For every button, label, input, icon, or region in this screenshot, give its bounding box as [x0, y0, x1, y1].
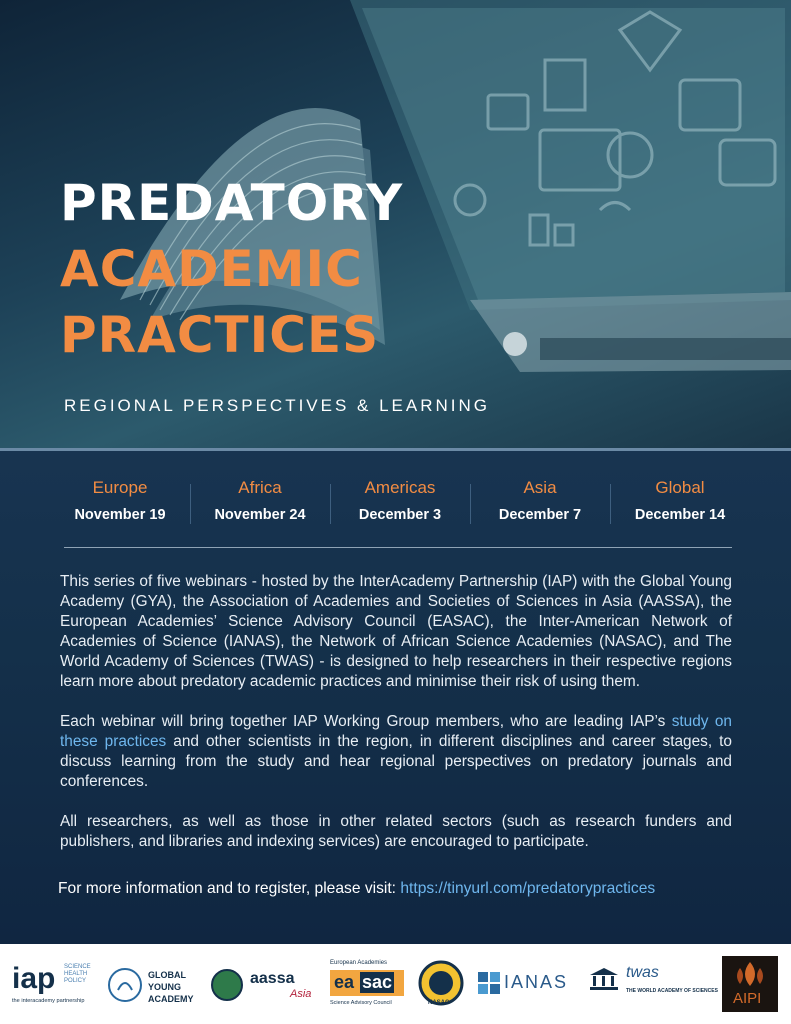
horizontal-rule	[64, 547, 732, 548]
hero-banner	[0, 0, 791, 448]
iap-logo	[12, 958, 102, 1010]
text: Each webinar will bring together IAP Working Group members, who are leading IAP’s	[60, 713, 672, 730]
gya-line: YOUNG	[148, 982, 182, 992]
date-label: December 14	[634, 507, 726, 523]
easac-mark: ea	[334, 972, 355, 992]
title-line-3: PRACTICES	[60, 306, 380, 364]
iap-line: SCIENCE	[64, 964, 91, 970]
schedule-item-asia	[470, 478, 610, 534]
registration-link[interactable]: https://tinyurl.com/predatorypractices	[400, 880, 656, 897]
date-label: December 3	[358, 507, 442, 523]
paragraph-webinars	[60, 712, 732, 792]
nasac-logo	[418, 958, 468, 1010]
main-content	[0, 448, 791, 944]
schedule-item-africa	[190, 478, 330, 534]
gya-line: ACADEMY	[148, 994, 194, 1004]
easac-logo	[330, 958, 405, 1010]
aassa-mark: aassa	[250, 970, 295, 987]
subtitle: REGIONAL PERSPECTIVES & LEARNING	[64, 396, 491, 415]
gya-line: GLOBAL	[148, 970, 186, 980]
globe-icon	[210, 968, 244, 1002]
easac-box	[330, 970, 404, 996]
webinar-schedule	[50, 478, 750, 534]
schedule-item-americas	[330, 478, 470, 534]
region-label: Europe	[92, 478, 148, 497]
aassa-sub: Asia	[290, 988, 312, 1000]
ianas-logo	[478, 958, 568, 1010]
ianas-emblem-icon	[478, 972, 500, 994]
easac-bottom: Science Advisory Council	[330, 1000, 392, 1006]
title-line-2: ACADEMIC	[60, 240, 363, 298]
twas-mark: twas	[626, 964, 659, 981]
gya-logo	[108, 958, 203, 1010]
iap-mark: iap	[12, 962, 56, 995]
region-label: Africa	[238, 478, 282, 497]
easac-mark: sac	[362, 972, 393, 992]
easac-top: European Academies	[330, 960, 388, 966]
twas-logo	[590, 958, 718, 1010]
paragraph-intro: This series of five webinars - hosted by the InterAcademy Partnership (IAP) with the Global Young Academy (GYA), the Association of Academies and Societies of Sciences in Asia (AASSA), the European Academies’ Science Advisory Council (EASAC), the Inter-American Network of Academies of Science (IANAS), the Network of African Science Academies (NASAC), and The World Academy of Sciences (TWAS) - is designed to help researchers in their respective regions learn more about predatory academic practices and minimise their risk of using them.	[60, 573, 732, 690]
aassa-logo	[210, 958, 320, 1010]
divider	[0, 448, 791, 451]
schedule-item-europe	[50, 478, 190, 534]
region-label: Global	[655, 478, 705, 497]
aipi-mark: AIPI	[733, 990, 762, 1007]
schedule-item-global	[610, 478, 750, 534]
nasac-mark: NASAC	[428, 1000, 450, 1006]
registration-info	[58, 880, 758, 898]
iap-tagline: the interacademy partnership	[12, 998, 85, 1004]
partner-logos	[0, 944, 791, 1024]
temple-icon	[590, 968, 618, 990]
title-line-1: PREDATORY	[60, 174, 404, 232]
description	[60, 572, 732, 872]
ianas-mark: IANAS	[504, 972, 569, 992]
date-label: November 19	[74, 507, 166, 523]
twas-line: THE WORLD ACADEMY OF SCIENCES	[626, 988, 718, 994]
aipi-flame-icon	[722, 958, 778, 990]
date-label: November 24	[214, 507, 306, 523]
gya-emblem-icon	[108, 968, 142, 1002]
date-label: December 7	[498, 507, 582, 523]
registration-label: For more information and to register, please visit:	[58, 880, 401, 897]
paragraph-audience: All researchers, as well as those in other related sectors (such as research funders and publishers, and libraries and indexing services) are encouraged to participate.	[60, 813, 732, 850]
aipi-logo	[722, 956, 778, 1012]
region-label: Americas	[364, 478, 436, 497]
text: and other scientists in the region, in different disciplines and career stages, to discuss learning from the study and hear regional perspectives on predatory journals and conferences.	[60, 733, 732, 790]
region-label: Asia	[523, 478, 557, 497]
study-link[interactable]: study on these practices	[60, 713, 732, 750]
iap-line: HEALTH	[64, 971, 88, 977]
iap-line: POLICY	[64, 978, 87, 984]
